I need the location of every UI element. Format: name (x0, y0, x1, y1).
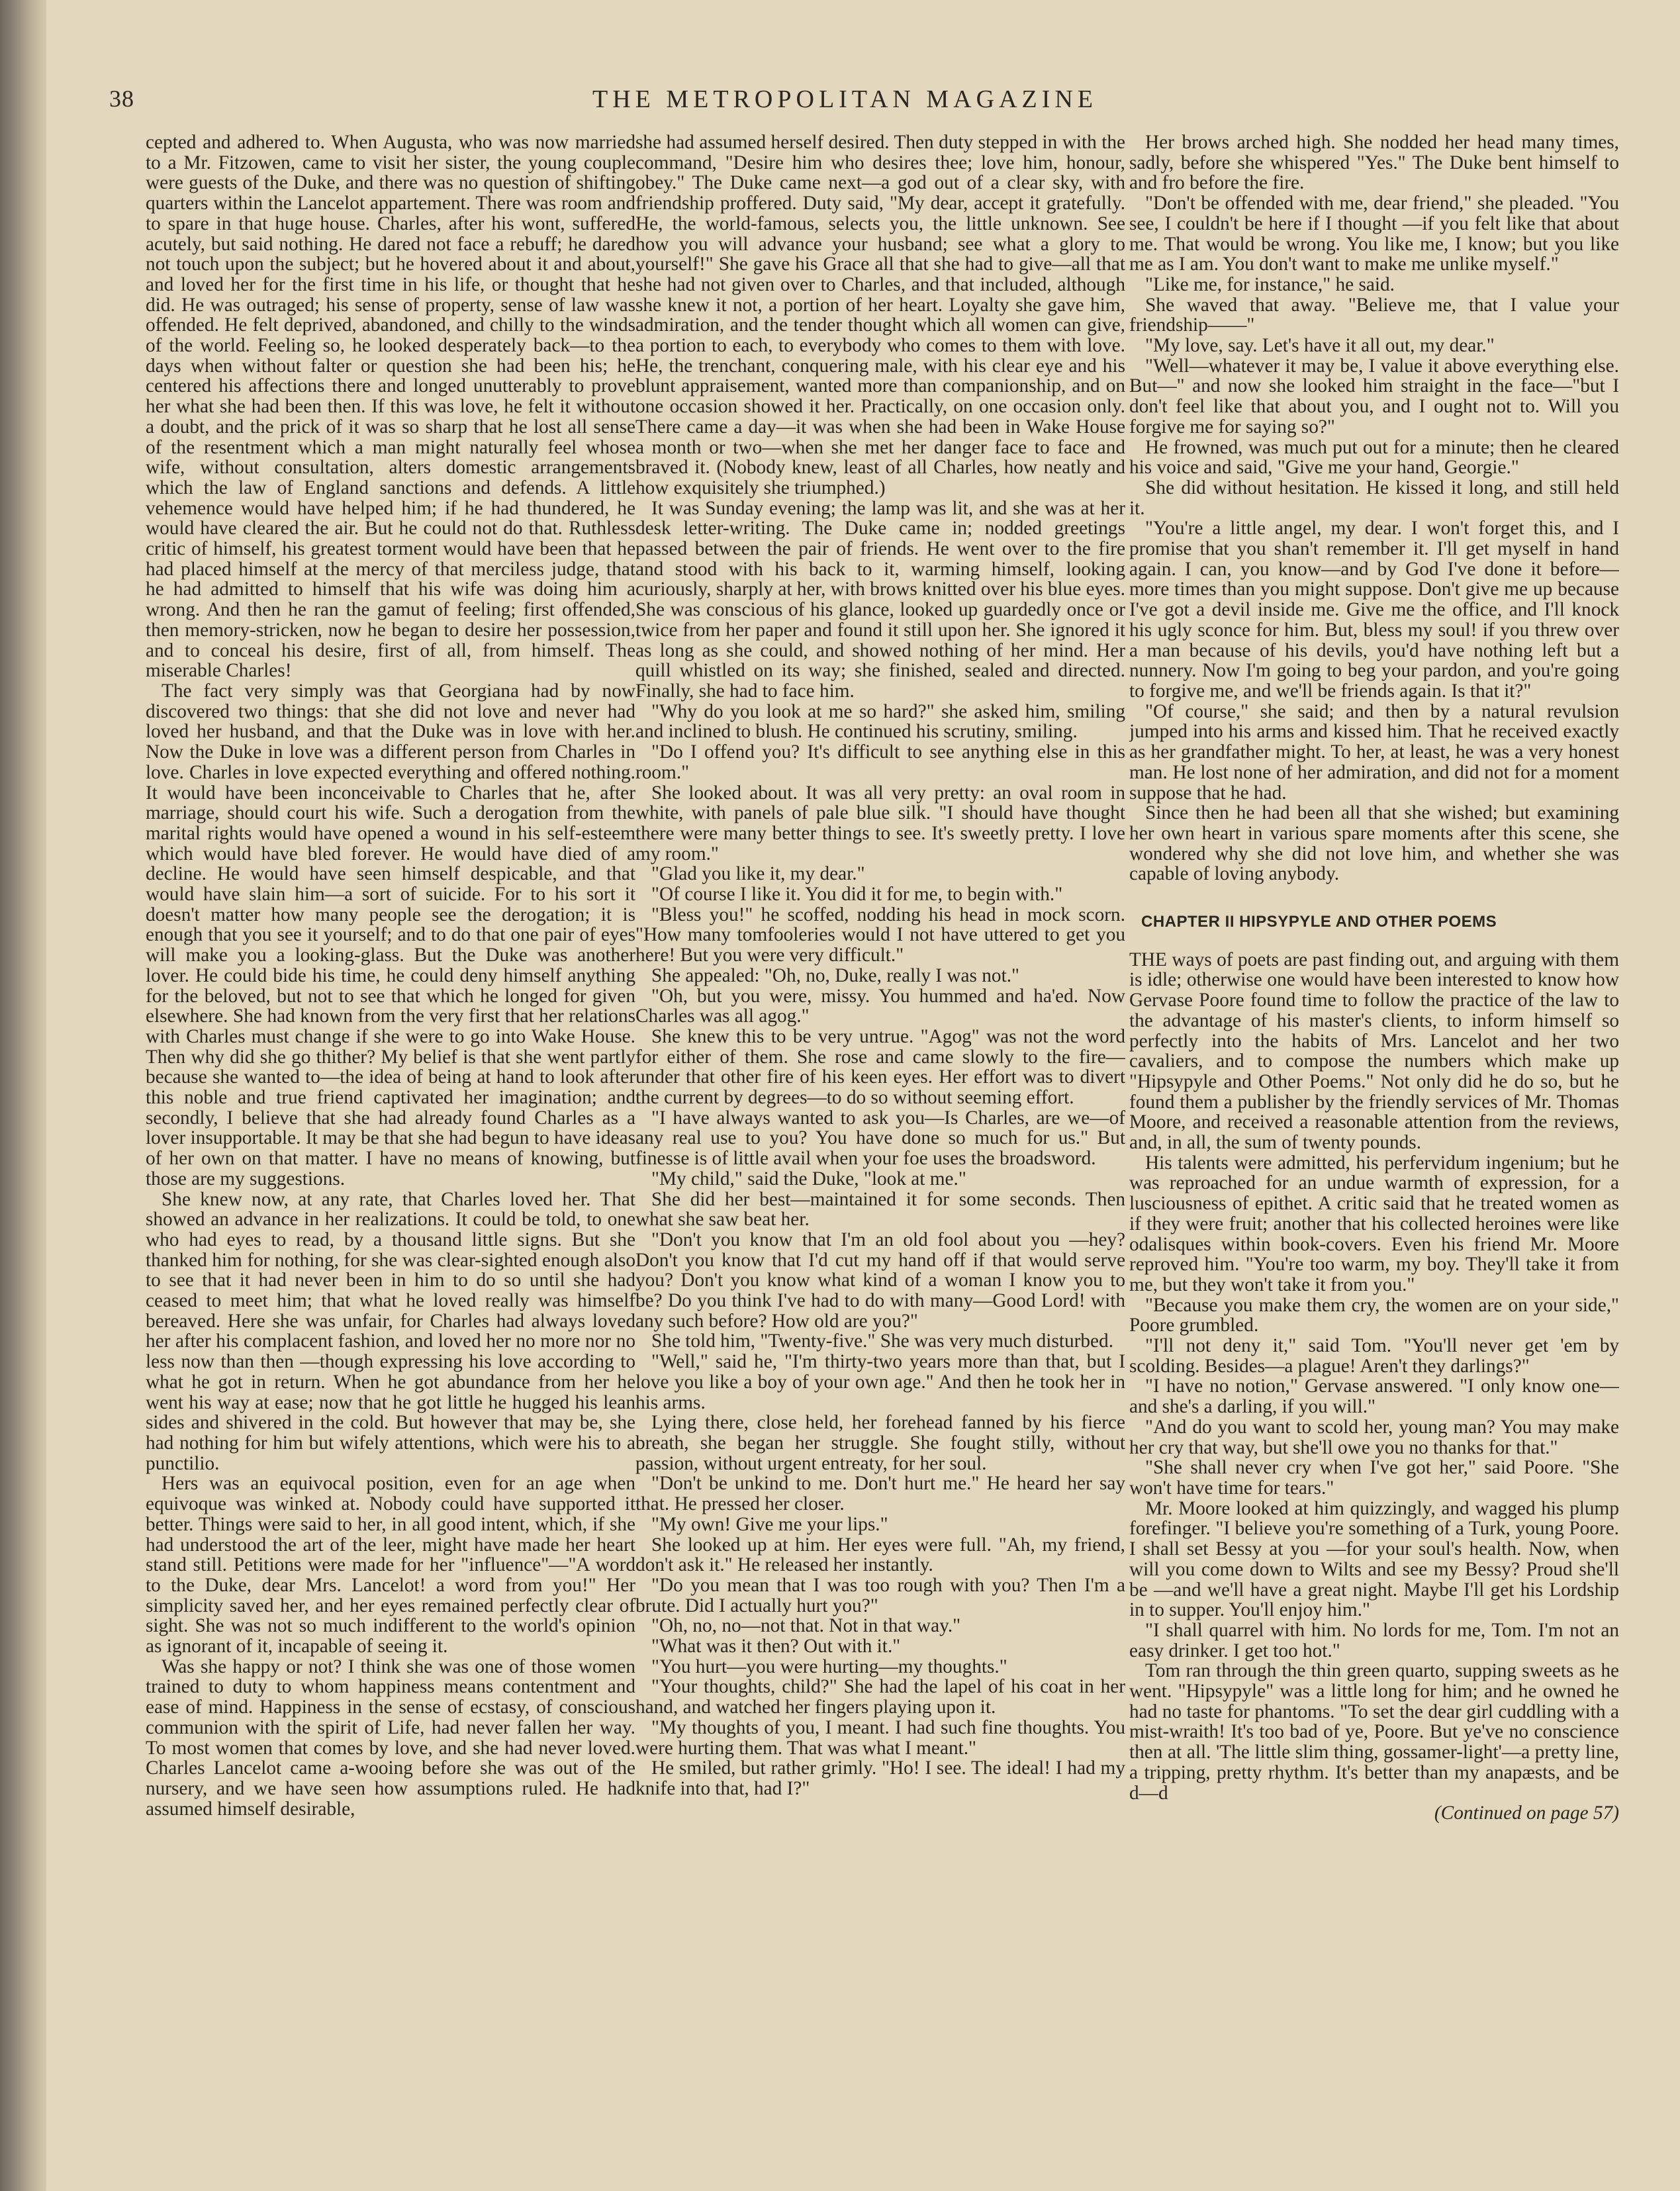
paragraph: "I shall quarrel with him. No lords for me, Tom. I'm not an easy drinker. I get too hot." (1129, 1619, 1619, 1661)
paragraph: He smiled, but rather grimly. "Ho! I see. The ideal! I had my knife into that, had I?" (635, 1757, 1125, 1799)
paragraph: "You're a little angel, my dear. I won't forget this, and I promise that you shan't remember it. I'll get myself in hand again. I can, you know—and by God I've done it before—more times than you might suppose. Don't give me up because I've got a devil inside me. Give me the office, and I'll knock his ugly sconce for him. But, bless my soul! if you threw over a man because of his devils, you'd have nothing left but a nunnery. Now I'm going to beg your pardon, and you're going to forgive me, and we'll be friends again. Is that it?" (1129, 518, 1619, 702)
paragraph: She told him, "Twenty-five." She was very much disturbed. (651, 1330, 1114, 1352)
paragraph: "Don't be offended with me, dear friend," she pleaded. "You see, I couldn't be here if I thought —if you felt like that about me. That would be wrong. You like me, I know; but you like me as I am. You don't want to make me unlike myself." (1129, 193, 1619, 275)
paragraph: Hers was an equivocal position, even for an age when equivoque was winked at. Nobody could have supported it better. Things were said to her, in all good intent, which, if she had understood the art of the leer, might have made her heart stand still. Petitions were made for her "influence"—"A word to the Duke, dear Mrs. Lancelot! a word from you!" Her simplicity saved her, and her eyes remained perfectly clear of sight. She was not so much indifferent to the world's opinion as ignorant of it, incapable of seeing it. (146, 1473, 635, 1657)
paragraph: "Well—whatever it may be, I value it above everything else. But—" and now she looked him straight in the face—"but I don't feel like that about you, and I ought not to. Will you forgive me for saying so?" (1129, 355, 1619, 438)
paragraph: "Well," said he, "I'm thirty-two years more than that, but I love you like a boy of your own age." And then he took her in his arms. (635, 1351, 1125, 1413)
paragraph: "My thoughts of you, I meant. I had such fine thoughts. You were hurting them. That was what I meant." (635, 1716, 1125, 1759)
page-header (109, 85, 1168, 124)
paragraph: "Your thoughts, child?" She had the lapel of his coat in her hand, and watched her fingers playing upon it. (635, 1676, 1125, 1718)
paragraph: She looked up at him. Her eyes were full. "Ah, my friend, don't ask it." He released her instantly. (635, 1534, 1125, 1576)
paragraph: She did her best—maintained it for some seconds. Then what she saw beat her. (635, 1188, 1125, 1231)
paragraph: She knew this to be very untrue. "Agog" was not the word for either of them. She rose and came slowly to the fire—under that other fire of his keen eyes. Her effort was to divert the current by degrees—to do so without seeming effort. (635, 1025, 1125, 1109)
paragraph: She looked about. It was all very pretty: an oval room in white, with panels of pale blue silk. "I should have thought there were many better things to see. It's sweetly pretty. I love my room." (635, 782, 1125, 864)
paragraph: Tom ran through the thin green quarto, supping sweets as he went. "Hipsypyle" was a little long for him; and he owned he had no taste for phantoms. "To set the dear girl cuddling with a mist-wraith! It's too bad of ye, Poore. But ye've no conscience then at all. 'The little slim thing, gossamer-light'—a pretty line, a tripping, pretty rhythm. It's better than my anapæsts, and be d—d (1129, 1660, 1619, 1804)
paragraph: "I'll not deny it," said Tom. "You'll never get 'em by scolding. Besides—a plague! Aren't they darlings?" (1129, 1335, 1619, 1377)
paragraph: "Bless you!" he scoffed, nodding his head in mock scorn. "How many tomfooleries would I not have uttered to get you here! But you were very difficult." (635, 904, 1125, 966)
paragraph: "Like me, for instance," he said. (1145, 273, 1395, 295)
paragraph: "My love, say. Let's have it all out, my dear." (1145, 335, 1495, 357)
paragraph: "You hurt—you were hurting—my thoughts." (651, 1655, 1007, 1677)
paragraph: "Oh, no, no—not that. Not in that way." (651, 1615, 961, 1637)
text-column-1 (146, 132, 635, 2125)
paragraph: "She shall never cry when I've got her," said Poore. "She won't have time for tears." (1129, 1457, 1619, 1499)
paragraph: "What was it then? Out with it." (651, 1636, 901, 1657)
paragraph: "Why do you look at me so hard?" she asked him, smiling and inclined to blush. He continued his scrutiny, smiling. (635, 700, 1125, 743)
paragraph: "Do I offend you? It's difficult to see anything else in this room." (635, 741, 1125, 783)
book-binding-edge (0, 0, 46, 2191)
continued-note: (Continued on page 57) (1434, 1802, 1619, 1824)
paragraph: His talents were admitted, his perfervidum ingenium; but he was reproached for an undue warmth of expression, for a lusciousness of epithet. A critic said that he treated women as if they were fruit; another that his collected heroines were like odalisques within book-covers. Even his friend Mr. Moore reproved him. "You're too warm, my boy. They'll take it from me, but they won't take it from you." (1129, 1152, 1619, 1295)
paragraph: "Do you mean that I was too rough with you? Then I'm a brute. Did I actually hurt you?" (635, 1574, 1125, 1616)
paragraph: Mr. Moore looked at him quizzingly, and wagged his plump forefinger. "I believe you're something of a Turk, young Poore. I shall set Bessy at you —for your soul's health. Now, when will you come down to Wilts and see my Bessy? Proud she'll be —and we'll have a great night. Maybe I'll get his Lordship in to supper. You'll enjoy him." (1129, 1497, 1619, 1621)
paragraph: Her brows arched high. She nodded her head many times, sadly, before she whispered "Yes." The Duke bent himself to and fro before the fire. (1129, 132, 1619, 194)
paragraph: Since then he had been all that she wished; but examining her own heart in various spare moments after this scene, she wondered why she did not love him, and whether she was capable of loving anybody. (1129, 802, 1619, 885)
paragraph: "And do you want to scold her, young man? You may make her cry that way, but she'll owe you no thanks for that." (1129, 1416, 1619, 1458)
paragraph: "Of course," she said; and then by a natural revulsion jumped into his arms and kissed him. That he received exactly as her grandfather might. To her, at least, he was a very honest man. He lost none of her admiration, and did not for a moment suppose that he had. (1129, 700, 1619, 804)
paragraph: She waved that away. "Believe me, that I value your friendship——" (1129, 294, 1619, 336)
paragraph: "I have always wanted to ask you—Is Charles, are we—of any real use to you? You have done so much for us." But finesse is of little avail when your foe uses the broadsword. (635, 1107, 1125, 1170)
paragraph: "Because you make them cry, the women are on your side," Poore grumbled. (1129, 1294, 1619, 1336)
paragraph: "I have no notion," Gervase answered. "I only know one—and she's a darling, if you will." (1129, 1375, 1619, 1418)
paragraph: He frowned, was much put out for a minute; then he cleared his voice and said, "Give me your hand, Georgie." (1129, 436, 1619, 479)
paragraph: The fact very simply was that Georgiana had by now discovered two things: that she did not love and never had loved her husband, and that the Duke was in love with her. Now the Duke in love was a different person from Charles in love. Charles in love expected everything and offered nothing. It would have been inconceivable to Charles that he, after marriage, should court his wife. Such a derogation from the marital rights would have opened a wound in his self-esteem which would have bled forever. He would have died of a decline. He would have seen himself despicable, and that would have slain him—a sort of suicide. For to his sort it doesn't matter how many people see the derogation; it is enough that you see it yourself; and to do that one pair of eyes will make you a looking-glass. But the Duke was another lover. He could bide his time, he could deny himself anything for the beloved, but not to see that which he longed for given elsewhere. She had known from the very first that her relations with Charles must change if she were to go into Wake House. Then why did she go thither? My belief is that she went partly because she wanted to—the idea of being at hand to look after this noble and true friend captivated her imagination; and secondly, I believe that she had already found Charles as a lover insupportable. It may be that she had begun to have ideas of her own on that matter. I have no means of knowing, but those are my suggestions. (146, 680, 635, 1189)
paragraph: Was she happy or not? I think she was one of those women trained to duty to whom happiness means contentment and ease of mind. Happiness in the sense of ecstasy, of conscious communion with the spirit of Life, had never fallen her way. To most women that comes by love, and she had never loved. Charles Lancelot came a-wooing before she was out of the nursery, and we have seen how assumptions ruled. He had assumed himself desirable, (146, 1655, 635, 1820)
paragraph: "Don't you know that I'm an old fool about you —hey? Don't you know that I'd cut my hand off if that would serve you? Don't you know what kind of a woman I know you to be? Do you think I've had to do with many—Good Lord! with any such before? How old are you?" (635, 1229, 1125, 1332)
paragraph: THE ways of poets are past finding out, and arguing with them is idle; otherwise one would have been interested to know how Gervase Poore found time to follow the practice of the law to the advantage of his master's clients, to inform himself so perfectly into the habits of Mrs. Lancelot and her two cavaliers, and to compose the numbers which make up "Hipsypyle and Other Poems." Not only did he do so, but he found them a publisher by the friendly services of Mr. Thomas Moore, and received a reasonable attention from the reviews, and, in all, the sum of twenty pounds. (1129, 949, 1619, 1154)
text-column-3 (1129, 132, 1619, 2125)
text-column-2 (635, 132, 1125, 2125)
paragraph: "My child," said the Duke, "look at me." (651, 1168, 966, 1189)
paragraph: cepted and adhered to. When Augusta, who was now married to a Mr. Fitzowen, came to visit her sister, the young couple were guests of the Duke, and there was no question of shifting quarters within the Lancelot appartement. There was room and to spare in that huge house. Charles, after his wont, suffered acutely, but said nothing. He dared not face a rebuff; he dared not touch upon the subject; but he hovered about it and about, and loved her for the first time in his life, or thought that he did. He was outraged; his sense of property, sense of law was offended. He felt deprived, abandoned, and chilly to the winds of the world. Feeling so, he looked desperately back—to the days when without falter or question she had been his; he centered his affections there and longed unutterably to prove her what she had been then. If this was love, he felt it without a doubt, and the prick of it was so sharp that he lost all sense of the resentment which a man might naturally feel whose wife, without consultation, alters domestic arrangements which the law of England sanctions and defends. A little vehemence would have helped him; if he had thundered, he would have cleared the air. But he could not do that. Ruthless critic of himself, his greatest torment would have been that he had placed himself at the mercy of that merciless judge, that he had admitted to himself that his wife was doing him a wrong. And then he ran the gamut of feeling; first offended, then memory-stricken, now he began to desire her possession, and to conceal his desire, first of all, from himself. The miserable Charles! (146, 132, 635, 682)
paragraph: She appealed: "Oh, no, Duke, really I was not." (651, 964, 1019, 986)
paragraph: she had assumed herself desired. Then duty stepped in with the command, "Desire him who desires thee; love him, honour, obey." The Duke came next—a god out of a clear sky, with friendship proffered. Duty said, "My dear, accept it gratefully. He, the world-famous, selects you, the little unknown. See how you will advance your husband; see what a glory to yourself!" She gave his Grace all that she had to give—all that she had not given over to Charles, and that included, although she knew it not, a portion of her heart. Loyalty she gave him, admiration, and the tender thought which all women can give, a portion to each, to everybody who comes to them with love. He, the trenchant, conquering male, with his clear eye and his blunt appraisement, wanted more than companionship, and on one occasion showed it her. Practically, on one occasion only. There came a day—it was when she had been in Wake House a month or two—when she met her danger face to face and braved it. (Nobody knew, least of all Charles, how neatly and how exquisitely she triumphed.) (635, 132, 1125, 498)
paragraph: "Oh, but you were, missy. You hummed and ha'ed. Now Charles was all agog." (635, 985, 1125, 1027)
magazine-title: THE METROPOLITAN MAGAZINE (592, 85, 1097, 113)
paragraph: It was Sunday evening; the lamp was lit, and she was at her desk letter-writing. The Duke came in; nodded greetings passed between the pair of friends. He went over to the fire and stood with his back to it, warming himself, looking curiously, sharply at her, with brows knitted over his blue eyes. She was conscious of his glance, looked up guardedly once or twice from her paper and found it still upon her. She ignored it as long as she could, and showed nothing of her mind. Her quill whistled on its way; she finished, sealed and directed. Finally, she had to face him. (635, 497, 1125, 702)
paragraph: "Glad you like it, my dear." (651, 863, 865, 885)
paragraph: She knew now, at any rate, that Charles loved her. That showed an advance in her realizations. It could be told, to one who had eyes to read, by a thousand little signs. But she thanked him for nothing, for she was clear-sighted enough also to see that it had never been in him to do so until she had ceased to meet him; that what he loved really was himself bereaved. Here she was unfair, for Charles had always loved her after his complacent fashion, and loved her no more nor no less now than then —though expressing his love according to what he got in return. When he got abundance from her he went his way at ease; now that he got little he hugged his lean sides and shivered in the cold. But however that may be, she had nothing for him but wifely attentions, which were his to a punctilio. (146, 1188, 635, 1474)
chapter-heading: CHAPTER II HIPSYPYLE AND OTHER POEMS (1141, 913, 1497, 931)
paragraph: She did without hesitation. He kissed it long, and still held it. (1129, 477, 1619, 519)
paragraph: Lying there, close held, her forehead fanned by his fierce breath, she began her struggle. She fought stilly, without passion, without urgent entreaty, for her soul. (635, 1412, 1125, 1474)
page-number: 38 (109, 85, 134, 112)
paragraph: "My own! Give me your lips." (651, 1513, 888, 1535)
paragraph: "Don't be unkind to me. Don't hurt me." He heard her say that. He pressed her closer. (635, 1473, 1125, 1515)
paragraph: "Of course I like it. You did it for me, to begin with." (651, 884, 1063, 906)
